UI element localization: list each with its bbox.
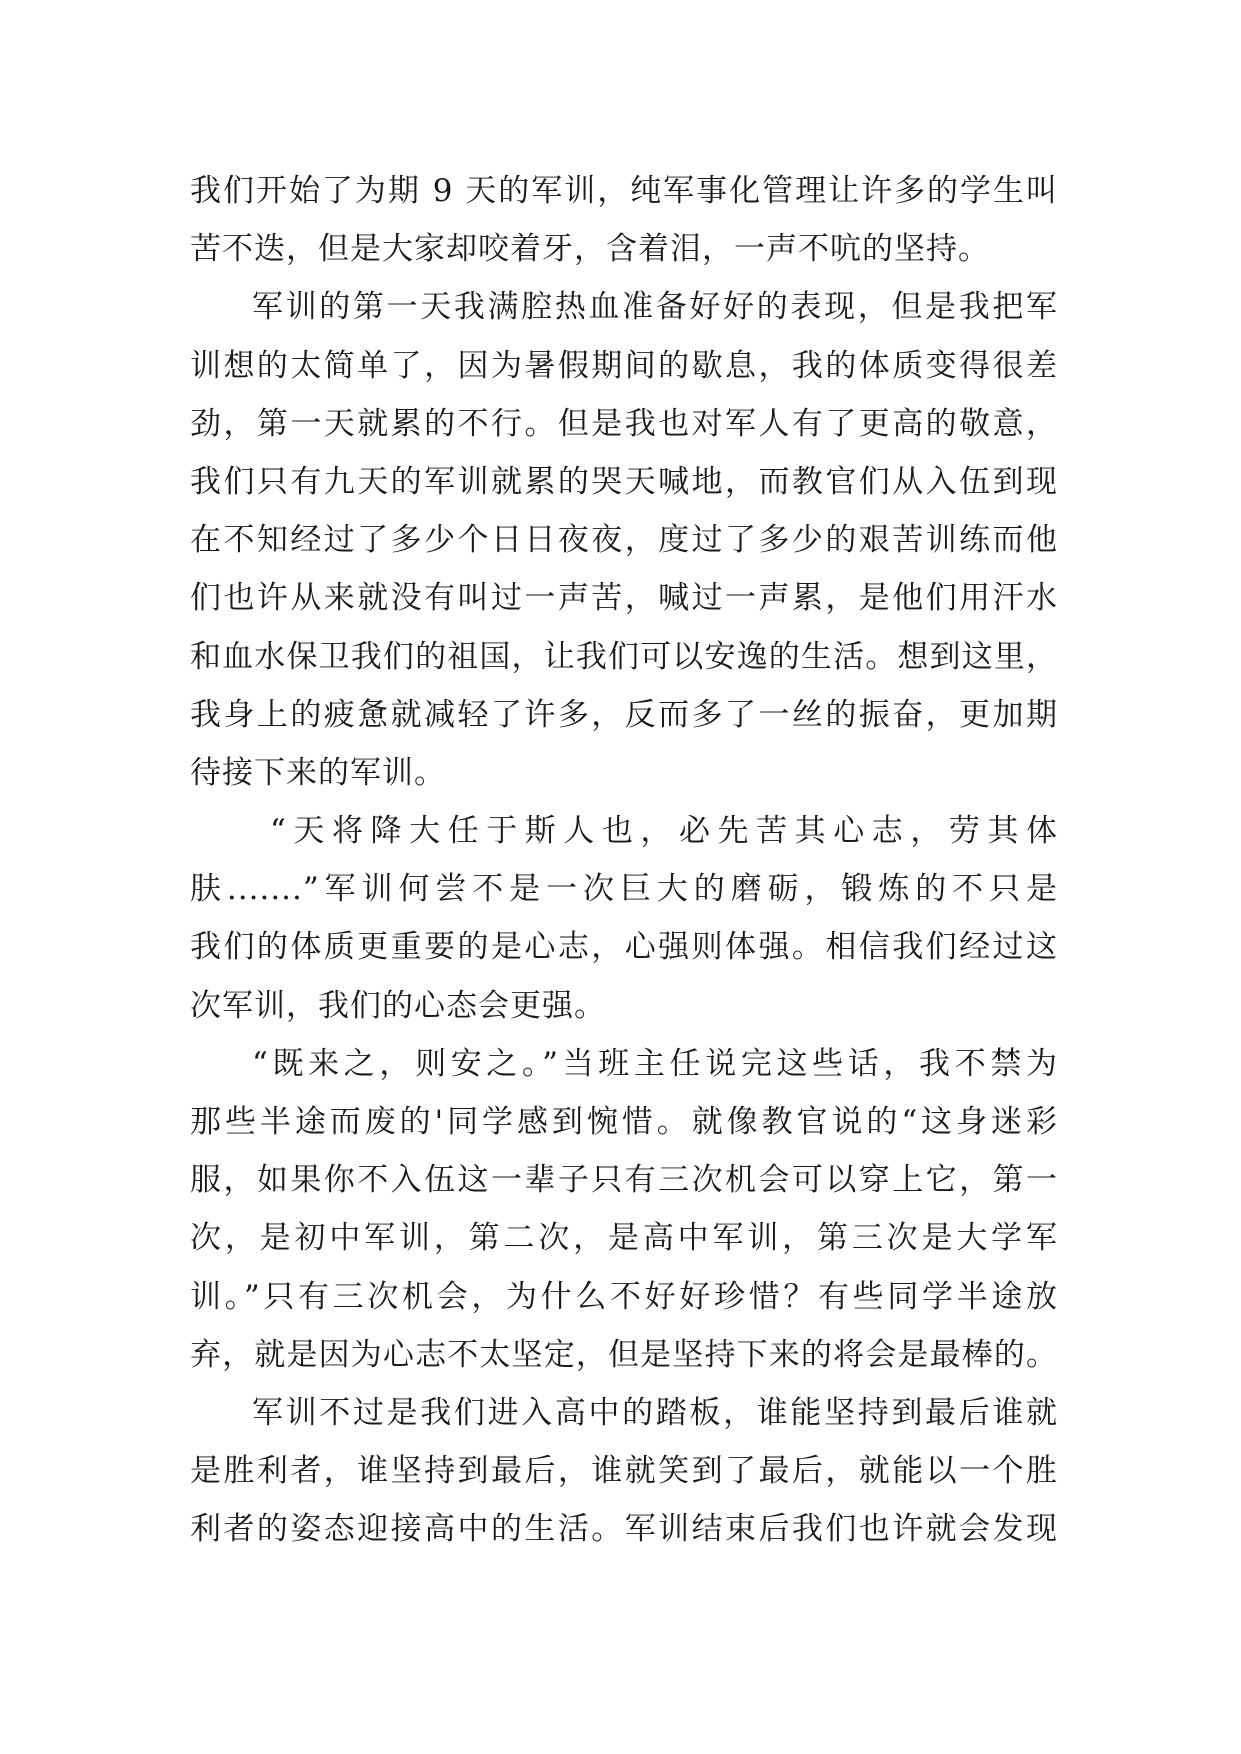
text-line: “既来之，则安之。”当班主任说完这些话，我不禁为 <box>252 1045 1058 1082</box>
text-line: 和血水保卫我们的祖国，让我们可以安逸的生活。想到这里， <box>190 638 1058 675</box>
document-body <box>190 162 1058 1559</box>
text-line: 服，如果你不入伍这一辈子只有三次机会可以穿上它，第一 <box>190 1162 1058 1199</box>
text-line: 待接下来的军训。 <box>190 754 446 791</box>
text-line: 我们的体质更重要的是心志，心强则体强。相信我们经过这 <box>190 929 1058 966</box>
text-line: “天将降大任于斯人也，必先苦其心志，劳其体 <box>270 813 1058 850</box>
text-line: 我身上的疲惫就减轻了许多，反而多了一丝的振奋，更加期 <box>190 696 1058 733</box>
text-line: 在不知经过了多少个日日夜夜，度过了多少的艰苦训练而他 <box>190 522 1058 559</box>
text-line: 苦不迭，但是大家却咬着牙，含着泪，一声不吭的坚持。 <box>190 231 990 268</box>
text-line: 劲，第一天就累的不行。但是我也对军人有了更高的敬意， <box>190 405 1058 442</box>
text-line: 利者的姿态迎接高中的生活。军训结束后我们也许就会发现 <box>190 1511 1058 1548</box>
text-line: 次军训，我们的心态会更强。 <box>190 987 606 1024</box>
text-line: 我们开始了为期 9 天的军训，纯军事化管理让许多的学生叫 <box>190 173 1058 209</box>
text-line: 我们只有九天的军训就累的哭天喊地，而教官们从入伍到现 <box>190 463 1058 500</box>
text-line: 次，是初中军训，第二次，是高中军训，第三次是大学军 <box>190 1220 1058 1257</box>
text-line: 肤.......”军训何尝不是一次巨大的磨砺，锻炼的不只是 <box>190 871 1058 908</box>
text-line: 训。”只有三次机会，为什么不好好珍惜？有些同学半途放 <box>190 1278 1058 1315</box>
text-line: 军训的第一天我满腔热血准备好好的表现，但是我把军 <box>252 289 1058 326</box>
text-line: 训想的太简单了，因为暑假期间的歇息，我的体质变得很差 <box>190 347 1058 384</box>
text-line: 弃，就是因为心志不太坚定，但是坚持下来的将会是最棒的。 <box>190 1336 1058 1373</box>
text-line: 是胜利者，谁坚持到最后，谁就笑到了最后，就能以一个胜 <box>190 1453 1058 1490</box>
text-line: 那些半途而废的'同学感到惋惜。就像教官说的“这身迷彩 <box>190 1104 1058 1140</box>
text-line: 们也许从来就没有叫过一声苦，喊过一声累，是他们用汗水 <box>190 580 1058 617</box>
text-line: 军训不过是我们进入高中的踏板，谁能坚持到最后谁就 <box>252 1394 1058 1431</box>
